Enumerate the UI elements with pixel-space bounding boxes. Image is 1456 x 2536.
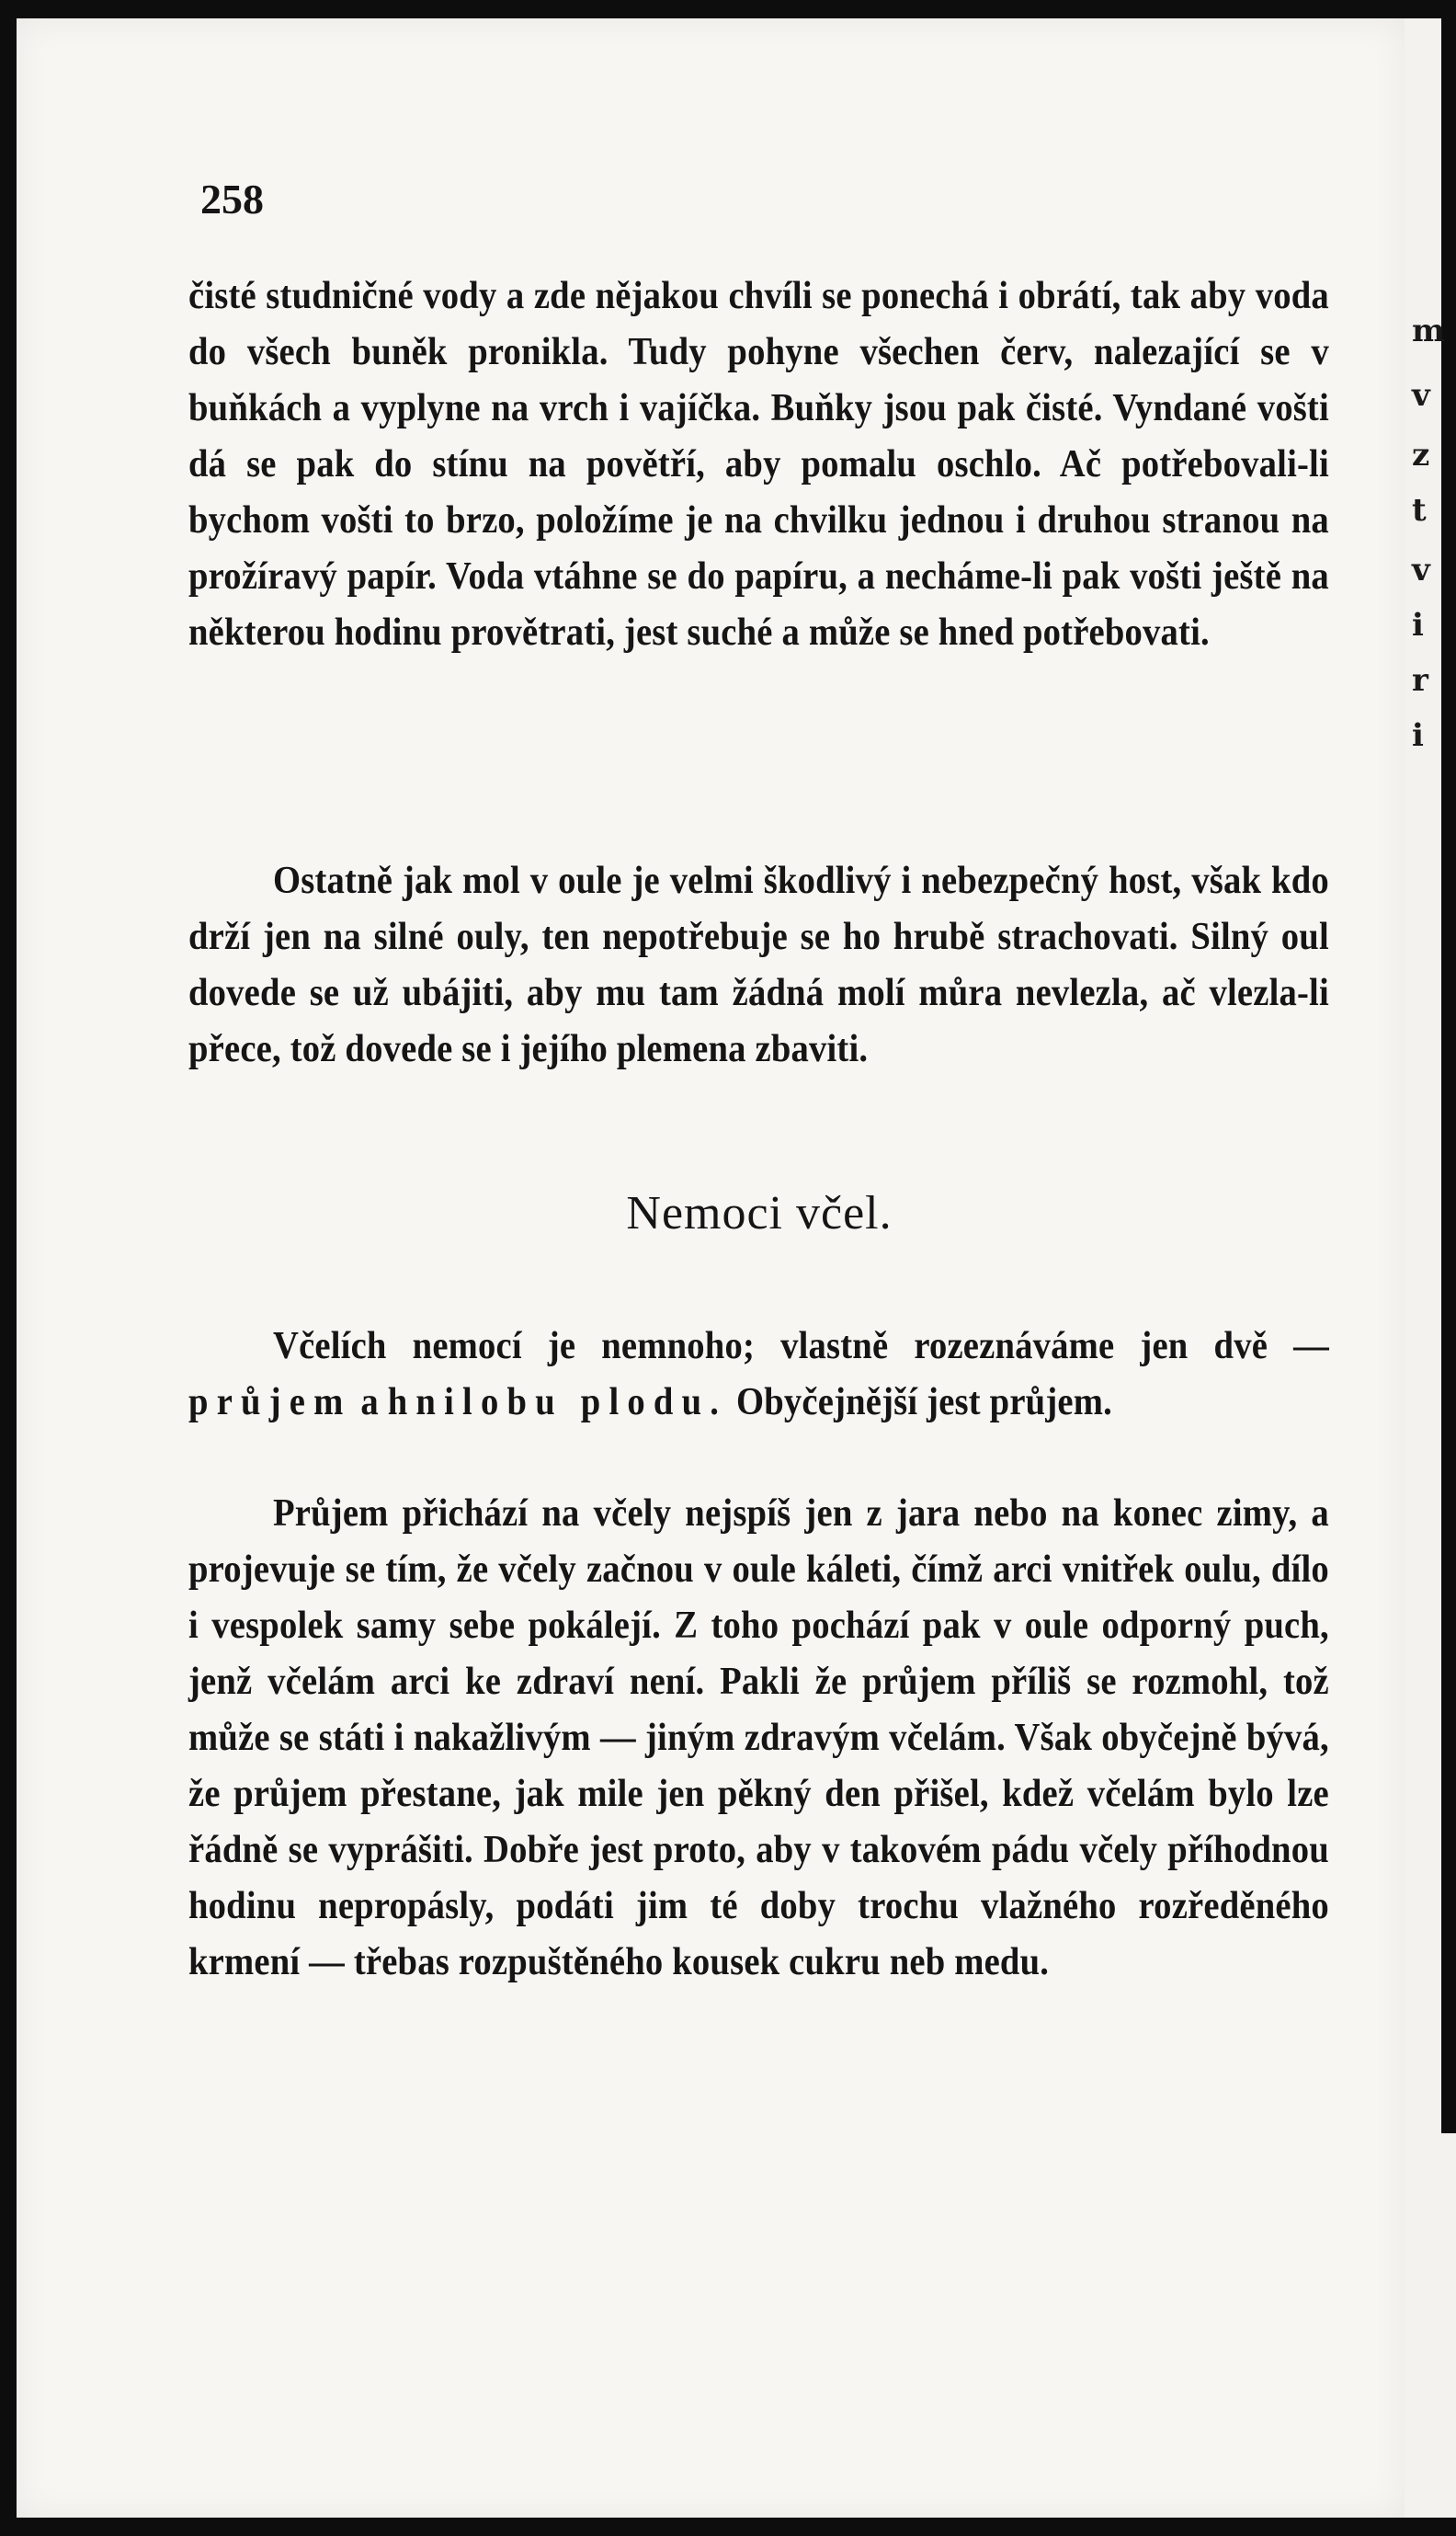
edge-glyph: i: [1412, 607, 1424, 644]
section-heading: Nemoci včel.: [626, 1187, 893, 1239]
edge-glyph: z: [1412, 437, 1430, 474]
diseases-intro-end: Obyčejnější jest průjem.: [735, 1381, 1112, 1423]
term-hniloba: hnilobu plodu.: [387, 1381, 728, 1423]
paragraph-diseases-intro: [188, 1319, 1329, 1431]
term-prujem: průjem: [188, 1381, 352, 1423]
book-page: [17, 18, 1405, 2518]
edge-glyph: t: [1412, 492, 1427, 529]
edge-glyph: r: [1412, 662, 1428, 699]
page-number: 258: [200, 176, 264, 223]
edge-glyph: v: [1412, 377, 1430, 414]
edge-glyph: v: [1412, 552, 1430, 588]
edge-glyph: i: [1412, 717, 1424, 754]
conjunction: a: [360, 1381, 379, 1423]
diseases-intro-start: Včelích nemocí je nemnoho; vlastně rozeznáváme jen dvě —: [273, 1325, 1329, 1367]
paragraph-dysentery: Průjem přichází na včely nejspíš jen z jara nebo na konec zimy, a projevuje se tím, že včely začnou v oule káleti, čímž arci vnitřek oulu, dílo i vespolek samy sebe pokálejí. Z toho pochází pak v oule odporný puch, jenž včelám arci ke zdraví není. Pakli že průjem příliš se rozmohl, tož může se státi i nakažlivým — jiným zdravým včelám. Však obyčejně bývá, že průjem přestane, jak mile jen pěkný den přišel, kdež včelám bylo lze řádně se vyprášiti. Dobře jest proto, aby v takovém pádu včely příhodnou hodinu nepropásly, podáti jim té doby trochu vlažného rozředěného krmení — třebas rozpuštěného kousek cukru neb medu.: [188, 1492, 1329, 1983]
paragraph-moth: Ostatně jak mol v oule je velmi škodlivý i nebezpečný host, však kdo drží jen na silné ouly, ten nepotřebuje se ho hrubě strachovati. Silný oul dovede se už ubájiti, aby mu tam žádná molí můra nevlezla, ač vlezla-li přece, tož dovede se i jejího plemena zbaviti.: [188, 860, 1329, 1070]
paragraph-comb-cleaning: čisté studničné vody a zde nějakou chvíli se ponechá i obrátí, tak aby voda do všech buněk pronikla. Tudy pohyne všechen červ, nalezající se v buňkách a vyplyne na vrch i vajíčka. Buňky jsou pak čisté. Vyndané vošti dá se pak do stínu na povětří, aby pomalu oschlo. Ač potřebovali-li bychom vošti to brzo, položíme je na chvilku jednou i druhou stranou na prožíravý papír. Voda vtáhne se do papíru, a necháme-li pak vošti ještě na některou hodinu provětrati, jest suché a může se hned potřebovati.: [188, 275, 1329, 654]
adjacent-page-edge: [1405, 18, 1456, 2518]
edge-glyph: m: [1412, 313, 1445, 349]
